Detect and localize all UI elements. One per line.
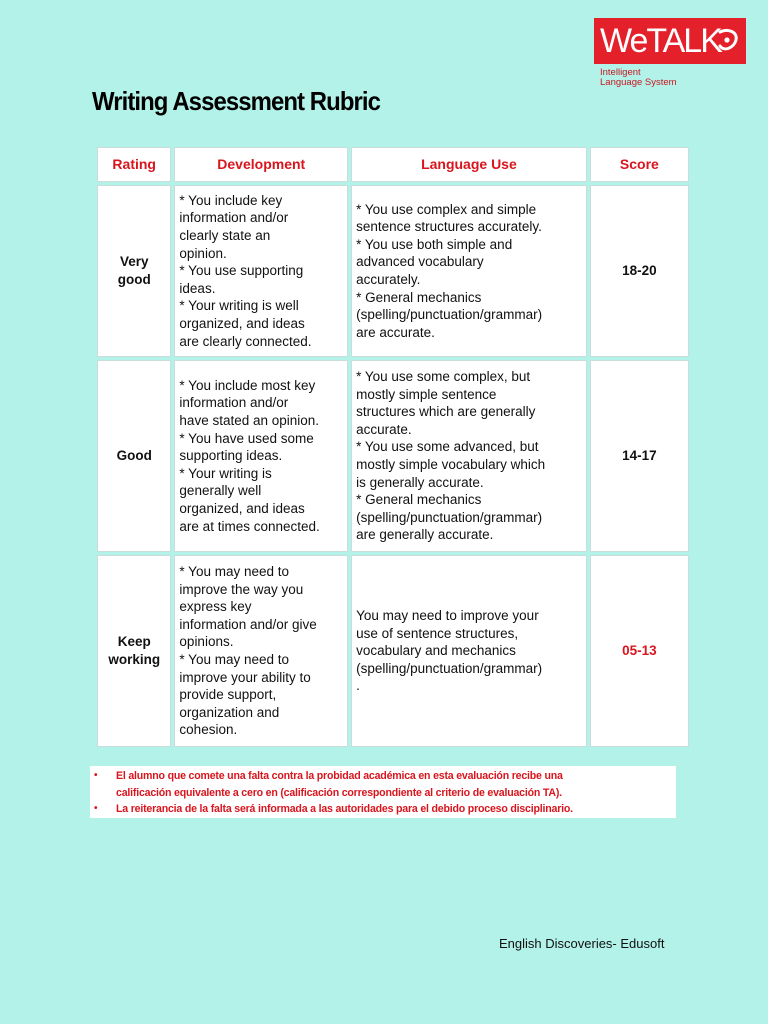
tagline-line-2: Language System	[600, 77, 677, 88]
development-line: are clearly connected.	[179, 333, 312, 349]
notice-line: calificación equivalente a cero en (calificación correspondiente al criterio de evaluación TA).	[116, 786, 562, 799]
language-line: is generally accurate.	[356, 474, 484, 490]
language-line: advanced vocabulary	[356, 254, 484, 270]
development-line: * Your writing is	[179, 465, 272, 481]
development-line: * You may need to	[179, 652, 290, 667]
development-line: opinions.	[179, 634, 234, 650]
development-line: generally well	[179, 483, 262, 499]
notice-item	[90, 801, 676, 818]
development-cell	[174, 555, 348, 747]
bullet-icon: •	[94, 803, 98, 814]
rating-cell	[97, 185, 171, 357]
rating-text: Very	[119, 254, 149, 270]
score-cell: 05-13	[590, 555, 689, 747]
development-line: information and/or give	[179, 616, 317, 632]
development-line: * You include key	[179, 192, 283, 208]
rubric-table	[94, 144, 692, 750]
development-cell	[174, 185, 348, 357]
notice-list	[90, 766, 676, 818]
header-language-use: Language Use	[351, 147, 587, 182]
language-use-cell	[351, 555, 587, 747]
logo-text: WeTALK	[600, 22, 721, 60]
rating-text: Keep	[117, 634, 151, 650]
rating-cell	[97, 360, 171, 552]
language-line: .	[356, 678, 360, 694]
development-line: express key	[179, 599, 252, 615]
tagline-line-1: Intelligent	[600, 67, 641, 78]
language-line: mostly simple sentence	[356, 386, 497, 402]
language-line: * General mechanics	[356, 289, 482, 305]
development-line: organized, and ideas	[179, 315, 305, 331]
language-line: * You use both simple and	[356, 236, 513, 252]
language-line: are generally accurate.	[356, 527, 494, 543]
language-line: accurately.	[356, 272, 421, 287]
language-line: sentence structures accurately.	[356, 219, 542, 235]
development-line: * You include most key	[179, 377, 316, 393]
development-line: provide support,	[179, 687, 277, 703]
development-line: * You use supporting	[179, 263, 304, 279]
language-line: * You use some advanced, but	[356, 439, 539, 455]
table-header-row	[97, 147, 689, 182]
language-line: (spelling/punctuation/grammar)	[356, 660, 543, 676]
language-line: structures which are generally	[356, 404, 536, 420]
language-line: * You use complex and simple	[356, 201, 537, 217]
notice-line: La reiterancia de la falta será informada a las autoridades para el debido proceso disciplinario.	[116, 803, 573, 815]
development-cell	[174, 360, 348, 552]
logo-swirl-icon	[716, 26, 740, 56]
development-line: ideas.	[179, 280, 216, 296]
language-line: You may need to improve your	[356, 608, 539, 624]
development-line: information and/or	[179, 210, 289, 226]
development-line: supporting ideas.	[179, 448, 283, 464]
table-row	[97, 185, 689, 357]
score-cell: 18-20	[590, 185, 689, 357]
development-line: information and/or	[179, 395, 289, 411]
development-line: * Your writing is well	[179, 298, 299, 314]
development-line: have stated an opinion.	[179, 413, 320, 429]
wetalk-logo	[594, 18, 746, 64]
development-line: are at times connected.	[179, 518, 320, 534]
development-line: * You may need to	[179, 564, 290, 580]
development-line: cohesion.	[179, 722, 238, 738]
language-line: (spelling/punctuation/grammar)	[356, 509, 543, 525]
language-line: are accurate.	[356, 324, 435, 340]
language-use-cell	[351, 185, 587, 357]
header-rating: Rating	[97, 147, 171, 182]
table-row	[97, 555, 689, 747]
language-line: * General mechanics	[356, 492, 482, 508]
table-row	[97, 360, 689, 552]
rating-cell	[97, 555, 171, 747]
language-use-cell	[351, 360, 587, 552]
language-line: accurate.	[356, 421, 412, 437]
language-line: vocabulary and mechanics	[356, 643, 516, 659]
language-line: mostly simple vocabulary which	[356, 457, 546, 472]
header-score: Score	[590, 147, 689, 182]
notice-line: El alumno que comete una falta contra la probidad académica en esta evaluación recibe una	[116, 770, 563, 782]
development-line: organized, and ideas	[179, 500, 305, 516]
language-line: (spelling/punctuation/grammar)	[356, 307, 543, 323]
development-line: * You have used some	[179, 430, 314, 446]
logo-tagline	[600, 68, 677, 88]
score-cell: 14-17	[590, 360, 689, 552]
language-line: use of sentence structures,	[356, 625, 519, 641]
notice-item	[90, 768, 676, 801]
page-title: Writing Assessment Rubric	[92, 86, 381, 116]
academic-integrity-notice	[90, 766, 676, 818]
development-line: opinion.	[179, 245, 227, 261]
development-line: improve the way you	[179, 581, 304, 597]
footer-credit: English Discoveries- Edusoft	[499, 936, 665, 951]
rating-text: good	[117, 272, 151, 287]
rating-text: working	[108, 652, 161, 667]
development-line: organization and	[179, 704, 280, 720]
header-development: Development	[174, 147, 348, 182]
bullet-icon: •	[94, 770, 98, 781]
development-line: clearly state an	[179, 228, 271, 244]
language-line: * You use some complex, but	[356, 369, 531, 385]
rating-text: Good	[116, 448, 152, 464]
development-line: improve your ability to	[179, 669, 311, 685]
